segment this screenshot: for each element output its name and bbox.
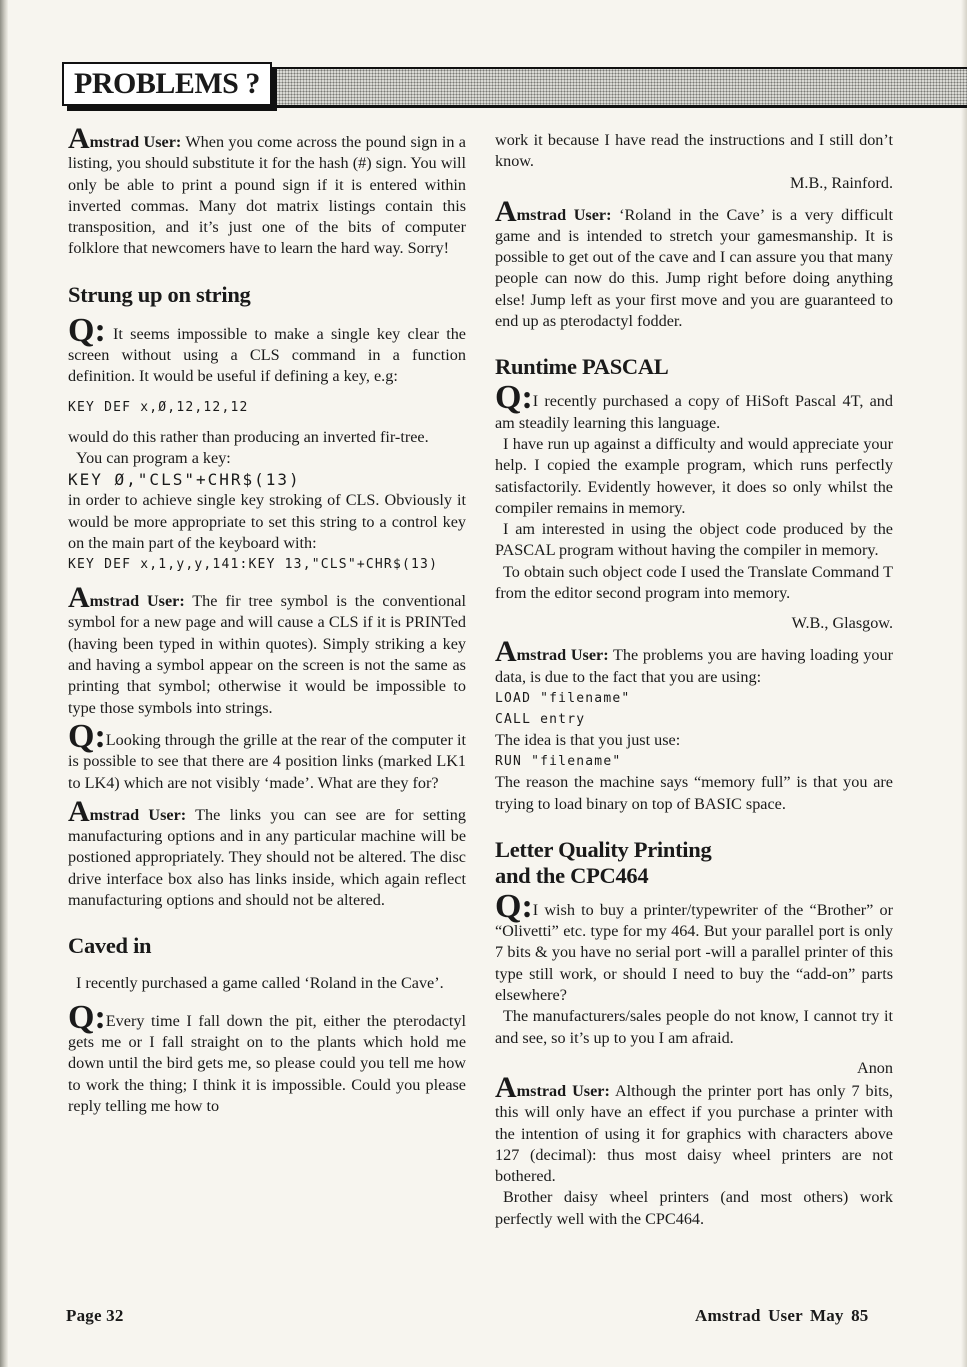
answer-label: mstrad User: [516, 205, 612, 224]
right-column [495, 130, 893, 1230]
body-paragraph: The idea is that you just use: [495, 730, 681, 749]
answer-label: mstrad User: [89, 805, 187, 824]
answer-paragraph [495, 194, 893, 333]
answer-paragraph [68, 794, 466, 911]
answer-label: mstrad User: [516, 646, 609, 665]
body-paragraph: I have run up against a difficulty and would appreciate your help. I copied the example program, which runs perfectly satisfactorily. Evidently however, it does so only whilst the compiler remains in memory. [495, 434, 893, 517]
article-heading: Strung up on string [68, 281, 251, 307]
answer-label: mstrad User: [89, 133, 182, 151]
code-listing: KEY DEF x,1,y,y,141:KEY 13,"CLS"+CHR$(13) [68, 557, 439, 573]
answer-paragraph [495, 635, 893, 688]
question-text: Looking through the grille at the rear of the computer it is possible to see that there are 4 position links (marked LK1 to LK4) which are not visibly ‘made’. What are they for? [68, 730, 466, 792]
drop-cap: A [68, 581, 90, 615]
halftone-header-bar [242, 67, 967, 108]
drop-cap: A [495, 635, 517, 669]
answer-label: mstrad User: [89, 592, 185, 611]
question-paragraph [495, 887, 893, 1006]
answer-paragraph [68, 122, 466, 260]
drop-cap: A [68, 122, 90, 155]
article-heading: Letter Quality Printing and the CPC464 [495, 836, 712, 888]
code-listing: RUN "filename" [495, 754, 622, 770]
article-heading: Caved in [68, 933, 152, 959]
question-paragraph [68, 311, 466, 388]
code-listing: LOAD "filename" [495, 690, 631, 706]
question-text: Every time I fall down the pit, either the pterodactyl gets me or I fall straight on to the plants which hold me down until the bird gets me, so please could you tell me how to work the thing; I think it is impossible. Could you please reply telling me how to [68, 1011, 466, 1115]
code-listing: KEY DEF x,Ø,12,12,12 [68, 399, 249, 415]
code-listing: CALL entry [495, 711, 586, 727]
code-listing: KEY Ø,"CLS"+CHR$(13) [68, 470, 301, 490]
section-header [62, 62, 967, 108]
body-paragraph: I recently purchased a game called ‘Roland in the Cave’. [76, 974, 444, 993]
body-paragraph: The manufacturers/sales people do not know, I cannot try it and see, so it’s up to you I am afraid. [495, 1007, 893, 1047]
article-heading: Runtime PASCAL [495, 354, 669, 380]
question-paragraph [68, 717, 466, 794]
issue-info: Amstrad User May 85 [695, 1306, 869, 1325]
answer-text: The problems you are having loading your data, is due to the fact that you are using: [495, 646, 893, 686]
drop-cap: A [495, 194, 517, 228]
letter-signature: Anon [857, 1058, 893, 1077]
answer-text: When you come across the pound sign in a listing, you should substitute it for the hash (#) sign. You will only be able to print a pound sign if it is entered within inverted commas. Many dot matrix listings contain this transposition, and it’s just one of the bits of computer folklore that newcomers have to learn the hard way. Sorry! [68, 133, 466, 258]
question-text: I recently purchased a copy of HiSoft Pascal 4T, and am steadily learning this language. [495, 392, 893, 432]
body-paragraph: would do this rather than producing an inverted fir-tree. [68, 427, 429, 446]
question-paragraph [495, 379, 893, 434]
page-right-edge [961, 0, 967, 1367]
answer-text: Although the printer port has only 7 bits, this will only have an effect if you purchase a printer with the intention of using it for graphics with characters above 127 (decimal): thus most daisy wheel printers are not bothered. [495, 1081, 893, 1186]
body-paragraph: work it because I have read the instructions and I still don’t know. [495, 131, 893, 171]
question-marker: Q: [68, 717, 106, 755]
question-marker: Q: [68, 311, 106, 349]
body-paragraph: The reason the machine says “memory full” is that you are trying to load binary on top of BASIC space. [495, 773, 893, 813]
page-binding-edge [0, 0, 8, 1367]
body-paragraph: You can program a key: [76, 448, 231, 467]
drop-cap: A [68, 794, 90, 828]
letter-signature: W.B., Glasgow. [791, 614, 893, 633]
question-marker: Q: [68, 998, 106, 1036]
answer-text: ‘Roland in the Cave’ is a very difficult game and is intended to stretch your gamesmanship. It is possible to get out of the cave and I can assure you that many people can now do this. Jump right before doing anything else! Jump left as your first move and you are guaranteed to end up as pterodactyl fodder. [495, 205, 893, 331]
question-marker: Q: [495, 887, 533, 925]
body-paragraph: Brother daisy wheel printers (and most others) work perfectly well with the CPC464. [495, 1188, 893, 1228]
left-column [68, 122, 466, 1117]
letter-signature: M.B., Rainford. [790, 173, 893, 192]
body-paragraph: I am interested in using the object code produced by the PASCAL program without having the compiler in memory. [495, 520, 893, 560]
answer-paragraph [68, 581, 466, 719]
question-text: I wish to buy a printer/typewriter of the “Brother” or “Olivetti” etc. type for my 464. But your parallel port is only 7 bits & you have no serial port -will a parallel printer of this type still work, or should I need to buy the “add-on” parts elsewhere? [495, 900, 893, 1005]
question-text: It seems impossible to make a single key clear the screen without using a CLS command in a function definition. It would be useful if defining a key, e.g: [68, 324, 466, 386]
page-number: Page 32 [66, 1306, 124, 1325]
answer-label: mstrad User: [516, 1081, 610, 1100]
question-paragraph [68, 998, 466, 1117]
body-paragraph: in order to achieve single key stroking of CLS. Obviously it would be more appropriate to set this string to a control key on the main part of the keyboard with: [68, 491, 466, 552]
answer-text: The links you can see are for setting manufacturing options and in any particular machine will be postioned appropriately. They should not be altered. The disc drive interface box also has links inside, which again reflect manufacturing options and should not be altered. [68, 805, 466, 910]
question-marker: Q: [495, 379, 533, 417]
answer-paragraph [495, 1070, 893, 1187]
section-title: PROBLEMS ? [62, 62, 272, 106]
drop-cap: A [495, 1070, 517, 1104]
answer-text: The fir tree symbol is the conventional symbol for a new page and will cause a CLS if it is PRINTed (having been typed in within quotes). Simply striking a key and having a symbol appear on the screen is not the same as printing that symbol; otherwise it would be impossible to type those symbols into strings. [68, 592, 466, 717]
body-paragraph: To obtain such object code I used the Translate Command T from the editor second program into memory. [495, 562, 893, 603]
